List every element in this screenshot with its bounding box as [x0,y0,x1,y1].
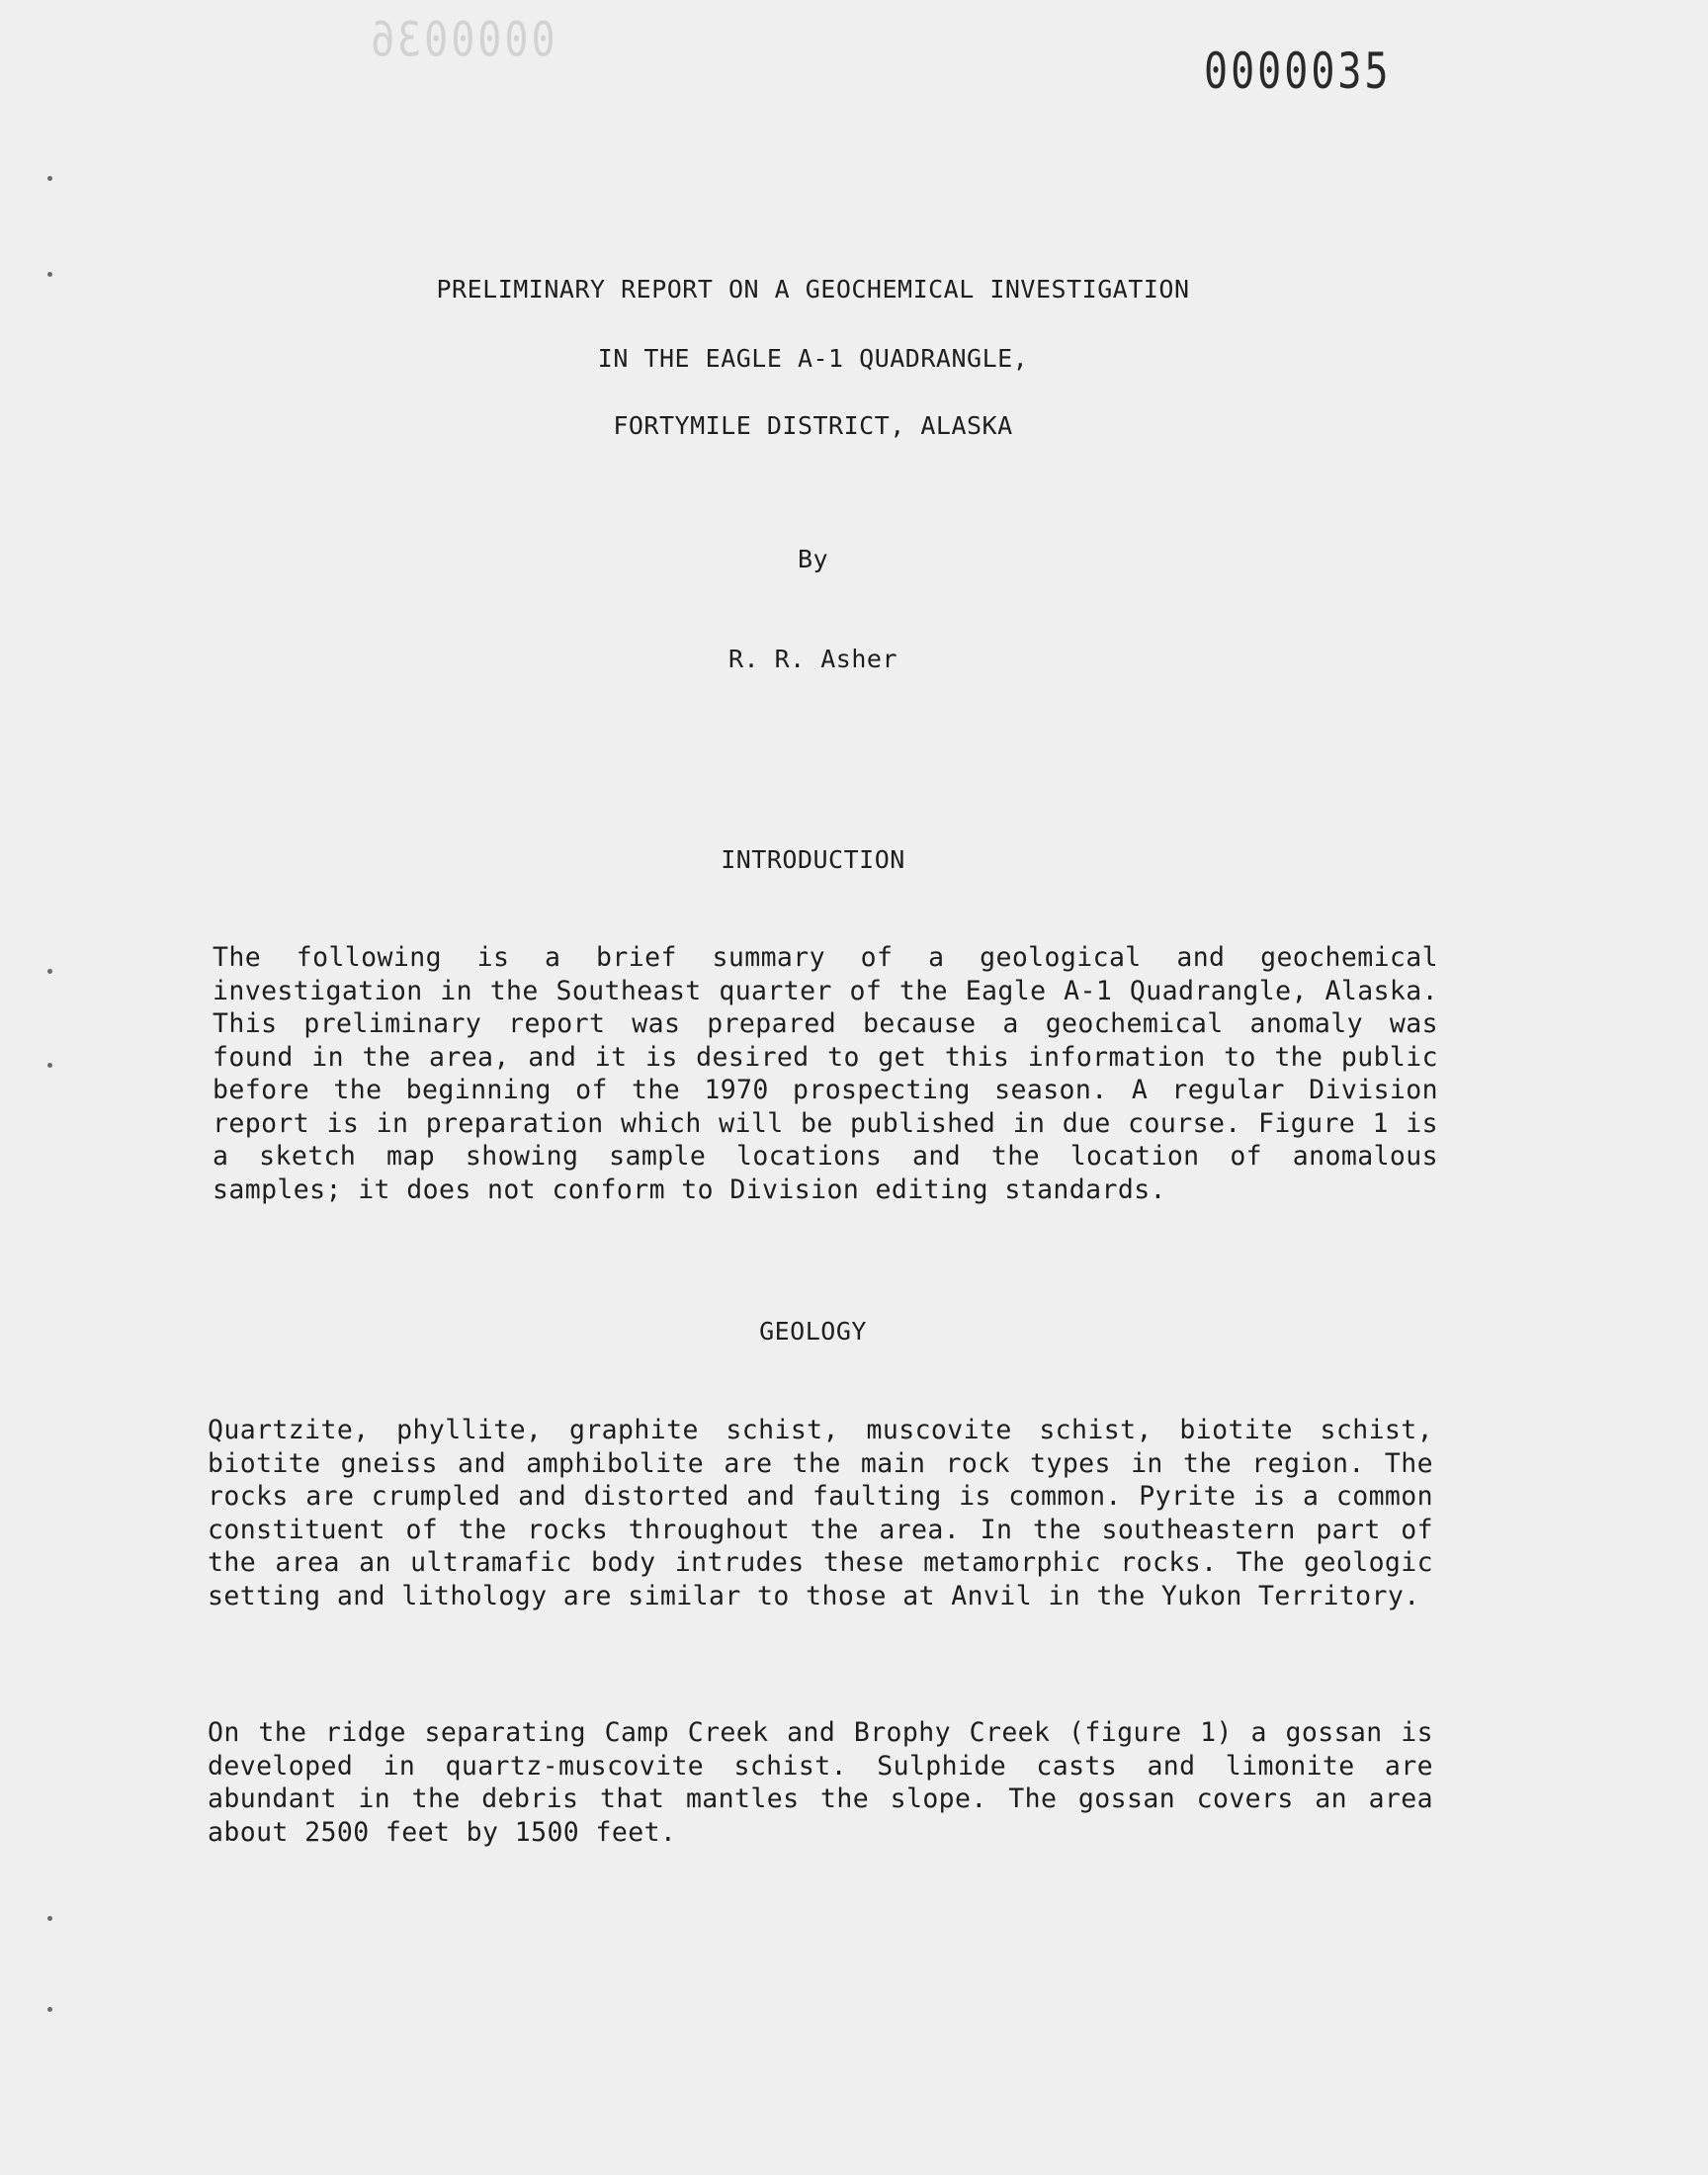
title-line-3: FORTYMILE DISTRICT, ALASKA [613,411,1013,440]
title-line-2: IN THE EAGLE A-1 QUADRANGLE, [597,344,1029,373]
title-line-1: PRELIMINARY REPORT ON A GEOCHEMICAL INVESTIGATION [436,275,1190,304]
bleed-through-stamp: 0000036 [368,13,555,68]
margin-speck [47,2007,52,2012]
geology-paragraph-2: On the ridge separating Camp Creek and Brophy Creek (figure 1) a gossan is developed in quartz-muscovite schist. Sulphide casts and limonite are abundant in the debris that mantles the slope. The gossan covers an area about 2500 feet by 1500 feet. [208,1717,1433,1848]
section-heading-geology: GEOLOGY [759,1317,867,1346]
introduction-paragraph: The following is a brief summary of a geological and geochemical investigation in the Southeast quarter of the Eagle A-1 Quadrangle, Alaska. This preliminary report was prepared because a geochemical anomaly was found in the area, and it is desired to get this information to the public before the beginning of the 1970 prospecting season. A regular Division report is in preparation which will be published in due course. Figure 1 is a sketch map showing sample locations and the location of anomalous samples; it does not conform to Division editing standards. [213,942,1438,1205]
section-heading-introduction: INTRODUCTION [721,845,905,874]
by-label: By [797,545,829,573]
page-stamp-number: 0000035 [1204,44,1392,101]
author-name: R. R. Asher [727,645,898,673]
geology-paragraph-1: Quartzite, phyllite, graphite schist, muscovite schist, biotite schist, biotite gneiss and amphibolite are the main rock types in the region. The rocks are crumpled and distorted and faulting is common. Pyrite is a common constituent of the rocks throughout the area. In the southeastern part of the area an ultramafic body intrudes these metamorphic rocks. The geologic setting and lithology are similar to those at Anvil in the Yukon Territory. [208,1415,1433,1611]
margin-speck [47,969,52,974]
margin-speck [47,1063,52,1068]
margin-speck [47,1916,52,1921]
margin-speck [47,176,52,181]
